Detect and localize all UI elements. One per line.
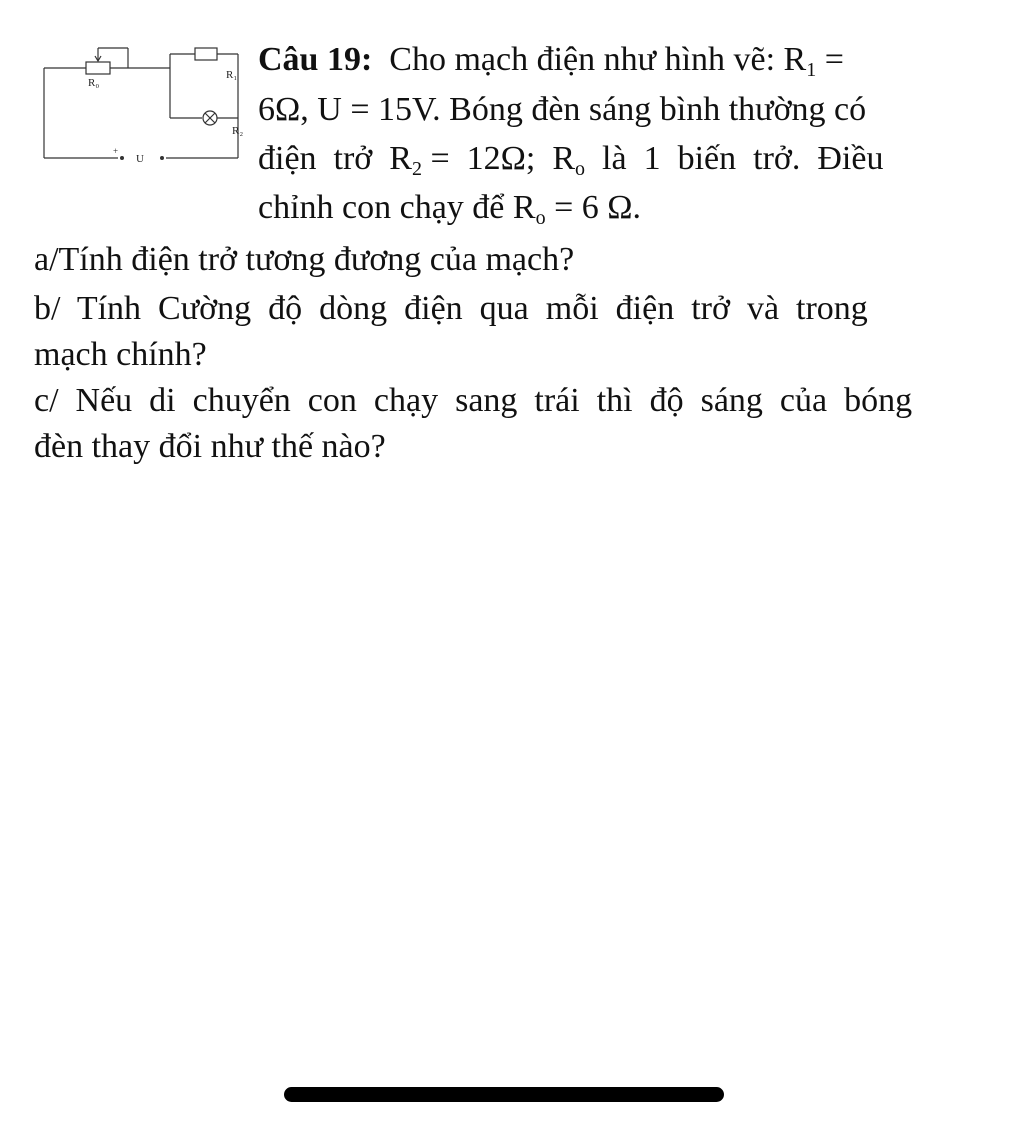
question-intro-1-end: =: [816, 41, 844, 78]
label-r1: R₁: [226, 69, 238, 81]
part-c-line-1: c/ Nếu di chuyển con chạy sang trái thì độ sáng của bóng: [34, 382, 913, 419]
circuit-diagram: [40, 38, 255, 178]
resistor-r1-icon: [195, 48, 217, 60]
question-line-2: [258, 90, 866, 130]
terminal-minus-icon: [160, 156, 164, 160]
sub-ro: o: [575, 158, 586, 180]
question-line-4: [258, 188, 641, 228]
question-intro-3c: là 1 biến trở. Điều: [585, 140, 884, 177]
rheostat-r0-icon: [86, 62, 110, 74]
home-indicator[interactable]: [284, 1087, 724, 1102]
question-line-1: [258, 40, 844, 80]
part-b-line-2: mạch chính?: [34, 336, 207, 373]
question-intro-3b: = 12Ω; R: [421, 140, 576, 177]
question-intro-2: 6Ω, U = 15V. Bóng đèn sáng bình thường có: [258, 91, 867, 128]
question-line-3: [258, 139, 883, 179]
label-r0: R₀: [88, 77, 100, 89]
label-r2: R₂: [232, 125, 244, 137]
sub-ro-2: o: [535, 207, 546, 229]
part-b-line-1: b/ Tính Cường độ dòng điện qua mỗi điện trở và trong: [34, 290, 868, 327]
question-intro-4a: chỉnh con chạy để R: [258, 189, 536, 226]
sub-r2: 2: [411, 158, 422, 180]
terminal-plus-icon: [120, 156, 124, 160]
question-intro-3a: điện trở R: [258, 140, 412, 177]
question-intro-1: Cho mạch điện như hình vẽ: R: [389, 41, 807, 78]
label-plus: +: [113, 146, 119, 156]
part-a: a/Tính điện trở tương đương của mạch?: [34, 241, 575, 278]
sub-r1: 1: [806, 59, 817, 81]
question-intro-4b: = 6 Ω.: [545, 189, 642, 226]
label-u: U: [136, 153, 144, 165]
question-label: Câu 19:: [258, 41, 373, 78]
part-c-line-2: đèn thay đổi như thế nào?: [34, 428, 386, 465]
